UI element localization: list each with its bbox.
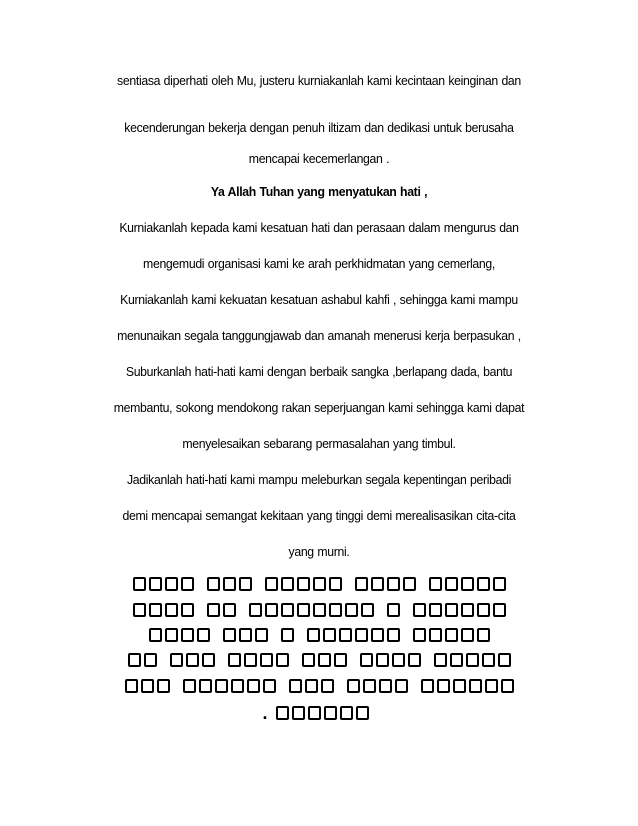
missing-glyph-box xyxy=(371,577,384,591)
missing-glyph-box xyxy=(469,679,482,693)
missing-glyph-word xyxy=(275,702,371,724)
missing-glyph-box xyxy=(450,653,463,667)
missing-glyph-box xyxy=(329,603,342,617)
missing-glyph-box xyxy=(125,679,138,693)
missing-glyph-box xyxy=(329,577,342,591)
missing-glyph-box xyxy=(355,577,368,591)
missing-glyph-box xyxy=(413,628,426,642)
missing-glyph-box xyxy=(244,653,257,667)
missing-glyph-box xyxy=(133,603,146,617)
missing-glyph-word xyxy=(287,675,335,697)
missing-glyph-box xyxy=(403,577,416,591)
missing-glyph-box xyxy=(482,653,495,667)
missing-glyph-box xyxy=(133,577,146,591)
missing-glyph-box xyxy=(276,706,289,720)
missing-glyph-box xyxy=(215,679,228,693)
missing-glyph-box xyxy=(239,577,252,591)
missing-glyph-box xyxy=(228,653,241,667)
missing-glyph-box xyxy=(276,653,289,667)
missing-glyph-box xyxy=(149,603,162,617)
missing-glyph-box xyxy=(165,603,178,617)
missing-glyph-box xyxy=(297,603,310,617)
missing-glyph-box xyxy=(498,653,511,667)
missing-glyph-box xyxy=(429,603,442,617)
body-line-3: Kurniakanlah kami kekuatan kesatuan ashabul kahfi , sehingga kami mampu xyxy=(120,292,518,307)
missing-glyph-box xyxy=(477,577,490,591)
missing-glyph-box xyxy=(360,653,373,667)
missing-glyph-box xyxy=(223,603,236,617)
missing-glyph-box xyxy=(249,603,262,617)
missing-glyph-box xyxy=(297,577,310,591)
missing-glyph-box xyxy=(265,577,278,591)
missing-glyph-word xyxy=(300,649,348,671)
missing-glyph-box xyxy=(461,577,474,591)
missing-glyph-box xyxy=(260,653,273,667)
missing-glyph-box xyxy=(434,653,447,667)
missing-glyph-box xyxy=(223,577,236,591)
missing-glyph-box xyxy=(181,577,194,591)
body-line-4: menunaikan segala tanggungjawab dan amanah menerusi kerja berpasukan , xyxy=(117,328,521,343)
missing-glyph-word xyxy=(181,675,277,697)
missing-glyph-box xyxy=(429,628,442,642)
missing-glyph-box xyxy=(141,679,154,693)
missing-glyph-box xyxy=(157,679,170,693)
missing-glyph-box xyxy=(199,679,212,693)
missing-glyph-box xyxy=(323,628,336,642)
missing-glyph-word xyxy=(131,599,195,621)
missing-glyph-box xyxy=(181,603,194,617)
missing-glyph-box xyxy=(445,628,458,642)
body-line-7: menyelesaikan sebarang permasalahan yang timbul. xyxy=(182,436,456,451)
missing-glyph-box xyxy=(429,577,442,591)
missing-glyph-word xyxy=(263,573,343,595)
missing-glyph-box xyxy=(281,603,294,617)
missing-glyph-word xyxy=(205,599,237,621)
missing-glyph-word xyxy=(126,649,158,671)
missing-glyph-box xyxy=(181,628,194,642)
missing-glyph-word xyxy=(353,573,417,595)
missing-glyph-line-4 xyxy=(0,649,638,671)
missing-glyph-box xyxy=(128,653,141,667)
body-line-9: demi mencapai semangat kekitaan yang tinggi demi merealisasikan cita-cita xyxy=(122,508,516,523)
missing-glyph-box xyxy=(356,706,369,720)
missing-glyph-box xyxy=(421,679,434,693)
missing-glyph-box xyxy=(477,628,490,642)
missing-glyph-word xyxy=(411,624,491,646)
missing-glyph-box xyxy=(445,603,458,617)
missing-glyph-box xyxy=(445,577,458,591)
missing-glyph-box xyxy=(461,628,474,642)
missing-glyph-box xyxy=(466,653,479,667)
missing-glyph-box xyxy=(392,653,405,667)
missing-glyph-box xyxy=(453,679,466,693)
body-line-1: Kurniakanlah kepada kami kesatuan hati dan perasaan dalam mengurus dan xyxy=(119,220,519,235)
missing-glyph-box xyxy=(340,706,353,720)
missing-glyph-box xyxy=(207,577,220,591)
missing-glyph-word xyxy=(432,649,512,671)
missing-glyph-box xyxy=(308,706,321,720)
missing-glyph-box xyxy=(313,603,326,617)
missing-glyph-word xyxy=(279,624,295,646)
missing-glyph-box xyxy=(493,577,506,591)
missing-glyph-word xyxy=(123,675,171,697)
missing-glyph-box xyxy=(318,653,331,667)
missing-glyph-word xyxy=(427,573,507,595)
missing-glyph-box xyxy=(170,653,183,667)
missing-glyph-box xyxy=(255,628,268,642)
missing-glyph-box xyxy=(305,679,318,693)
missing-glyph-box xyxy=(395,679,408,693)
missing-glyph-box xyxy=(371,628,384,642)
missing-glyph-line-3 xyxy=(0,624,638,646)
missing-glyph-box xyxy=(302,653,315,667)
period-mark: . xyxy=(262,703,268,723)
missing-glyph-box xyxy=(501,679,514,693)
missing-glyph-box xyxy=(376,653,389,667)
missing-glyph-box xyxy=(387,628,400,642)
missing-glyph-word xyxy=(131,573,195,595)
missing-glyph-word xyxy=(305,624,401,646)
body-line-10: yang murni. xyxy=(288,544,350,559)
missing-glyph-box xyxy=(239,628,252,642)
missing-glyph-box xyxy=(186,653,199,667)
missing-glyph-box xyxy=(387,603,400,617)
missing-glyph-box xyxy=(345,603,358,617)
missing-glyph-line-1 xyxy=(0,573,638,595)
paragraph-line-2: kecenderungan bekerja dengan penuh iltizam dan dedikasi untuk berusaha xyxy=(124,120,514,135)
missing-glyph-box xyxy=(281,577,294,591)
missing-glyph-box xyxy=(263,679,276,693)
missing-glyph-word xyxy=(168,649,216,671)
missing-glyph-box xyxy=(149,628,162,642)
missing-glyph-word xyxy=(147,624,211,646)
missing-glyph-box xyxy=(223,628,236,642)
body-line-5: Suburkanlah hati-hati kami dengan berbaik sangka ,berlapang dada, bantu xyxy=(125,364,513,379)
missing-glyph-box xyxy=(387,577,400,591)
missing-glyph-box xyxy=(408,653,421,667)
body-line-2: mengemudi organisasi kami ke arah perkhidmatan yang cemerlang, xyxy=(143,256,495,271)
missing-glyph-box xyxy=(149,577,162,591)
missing-glyph-box xyxy=(485,679,498,693)
missing-glyph-box xyxy=(437,679,450,693)
missing-glyph-word xyxy=(205,573,253,595)
body-line-8: Jadikanlah hati-hati kami mampu meleburkan segala kepentingan peribadi xyxy=(126,472,512,487)
missing-glyph-word xyxy=(345,675,409,697)
body-line-6: membantu, sokong mendokong rakan seperjuangan kami sehingga kami dapat xyxy=(113,400,525,415)
missing-glyph-box xyxy=(165,577,178,591)
missing-glyph-box xyxy=(334,653,347,667)
missing-glyph-box xyxy=(183,679,196,693)
missing-glyph-box xyxy=(202,653,215,667)
missing-glyph-line-5 xyxy=(0,675,638,697)
missing-glyph-box xyxy=(355,628,368,642)
missing-glyph-word xyxy=(221,624,269,646)
missing-glyph-box xyxy=(292,706,305,720)
missing-glyph-box xyxy=(307,628,320,642)
paragraph-line-3: mencapai kecemerlangan . xyxy=(248,151,390,166)
missing-glyph-box xyxy=(265,603,278,617)
missing-glyph-box xyxy=(477,603,490,617)
missing-glyph-box xyxy=(321,679,334,693)
missing-glyph-word xyxy=(226,649,290,671)
missing-glyph-line-2 xyxy=(0,599,638,621)
missing-glyph-line-6 xyxy=(0,702,638,724)
missing-glyph-box xyxy=(339,628,352,642)
missing-glyph-word xyxy=(419,675,515,697)
missing-glyph-word xyxy=(247,599,375,621)
missing-glyph-box xyxy=(347,679,360,693)
missing-glyph-box xyxy=(379,679,392,693)
missing-glyph-box xyxy=(247,679,260,693)
missing-glyph-box xyxy=(413,603,426,617)
missing-glyph-box xyxy=(165,628,178,642)
missing-glyph-box xyxy=(281,628,294,642)
missing-glyph-word xyxy=(411,599,507,621)
missing-glyph-box xyxy=(207,603,220,617)
prayer-heading: Ya Allah Tuhan yang menyatukan hati , xyxy=(210,184,428,199)
missing-glyph-word xyxy=(385,599,401,621)
missing-glyph-box xyxy=(313,577,326,591)
missing-glyph-box xyxy=(231,679,244,693)
missing-glyph-box xyxy=(363,679,376,693)
missing-glyph-box xyxy=(289,679,302,693)
missing-glyph-box xyxy=(324,706,337,720)
missing-glyph-word xyxy=(358,649,422,671)
missing-glyph-box xyxy=(197,628,210,642)
paragraph-line-1: sentiasa diperhati oleh Mu, justeru kurniakanlah kami kecintaan keinginan dan xyxy=(117,73,521,88)
missing-glyph-box xyxy=(361,603,374,617)
missing-glyph-box xyxy=(144,653,157,667)
missing-glyph-box xyxy=(461,603,474,617)
missing-glyph-box xyxy=(493,603,506,617)
